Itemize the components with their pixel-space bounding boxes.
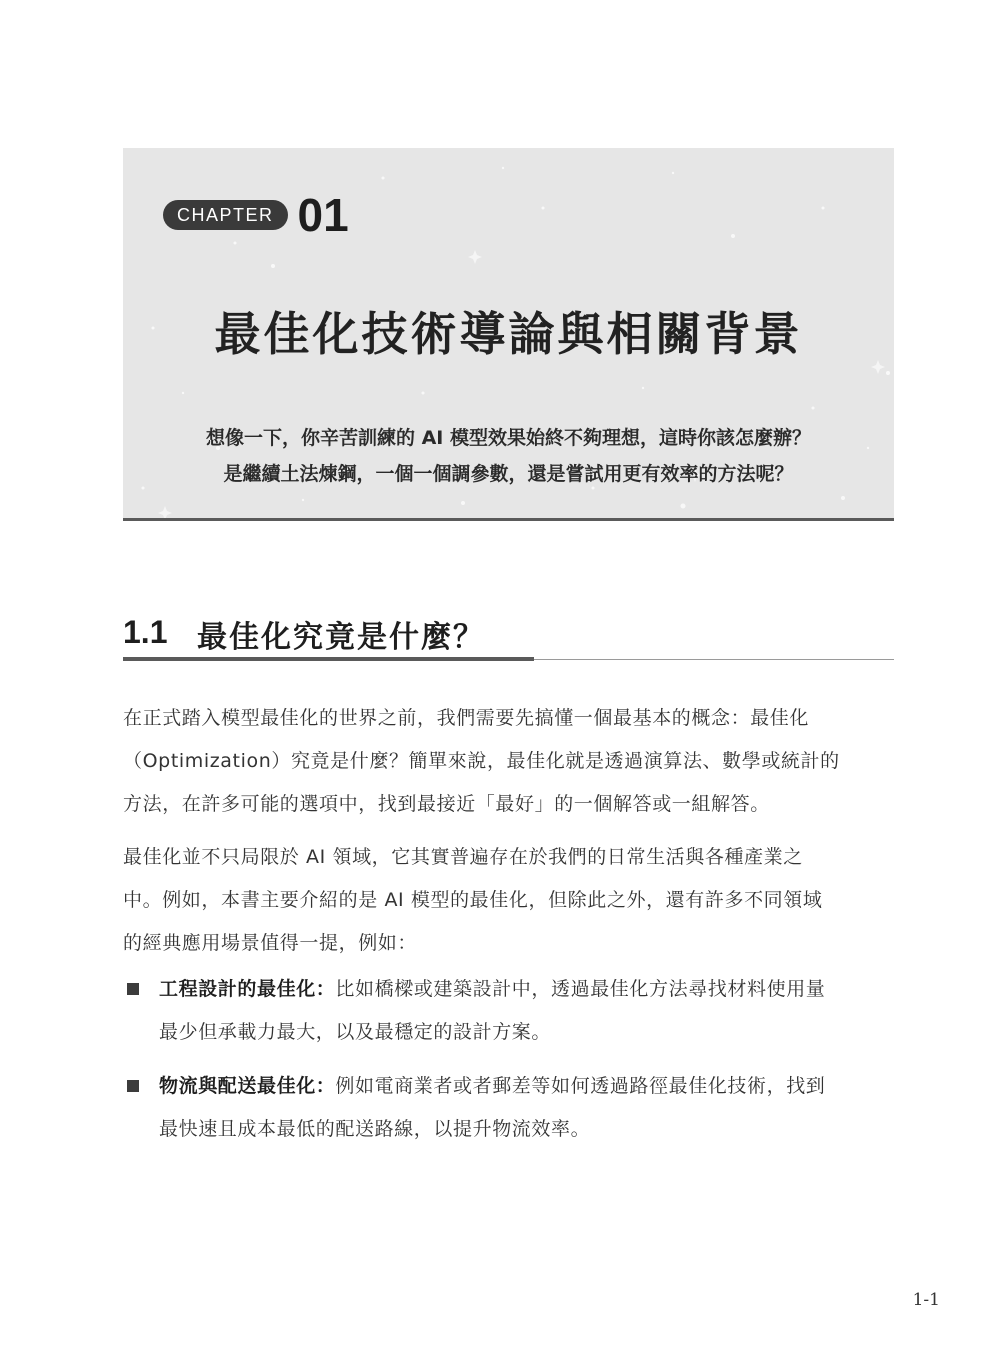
chapter-number: 01 <box>297 189 349 241</box>
paragraph-line: 最佳化並不只局限於 AI 領域，它其實普遍存在於我們的日常生活與各種產業之 <box>123 846 803 868</box>
page-number: 1-1 <box>912 1290 940 1310</box>
bullet-text: 比如橋樑或建築設計中，透過最佳化方法尋找材料使用量 <box>335 978 826 1000</box>
chapter-title: 最佳化技術導論與相關背景 <box>214 307 803 361</box>
paragraph-line: （Optimization）究竟是什麼？簡單來說，最佳化就是透過演算法、數學或統計的 <box>123 750 840 772</box>
chapter-label-row <box>163 190 349 240</box>
section-divider <box>534 659 894 660</box>
chapter-intro <box>123 420 894 492</box>
chapter-intro-line: 是繼續土法煉鋼，一個一個調參數，還是嘗試用更有效率的方法呢？ <box>223 463 794 485</box>
bullet-square-icon <box>127 983 139 995</box>
bullet-line: 最少但承載力最大，以及最穩定的設計方案。 <box>159 1021 552 1043</box>
bullet-item <box>123 968 898 1054</box>
paragraph-line: 中。例如，本書主要介紹的是 AI 模型的最佳化，但除此之外，還有許多不同領域 <box>123 889 823 911</box>
paragraph-line: 的經典應用場景值得一提，例如： <box>123 932 418 954</box>
bullet-line <box>159 968 898 1011</box>
section-heading <box>123 608 894 662</box>
chapter-intro-line: 想像一下，你辛苦訓練的 AI 模型效果始終不夠理想，這時你該怎麼辦？ <box>205 427 811 449</box>
bullet-term: 工程設計的最佳化： <box>159 978 336 1000</box>
section-title: 最佳化究竟是什麼？ <box>197 620 485 655</box>
section-number: 1.1 <box>123 614 168 650</box>
chapter-badge: CHAPTER <box>163 200 288 230</box>
bullet-text: 例如電商業者或者郵差等如何透過路徑最佳化技術，找到 <box>335 1075 826 1097</box>
paragraph <box>123 836 898 965</box>
bullet-line: 最快速且成本最低的配送路線，以提升物流效率。 <box>159 1118 591 1140</box>
paragraph-line: 在正式踏入模型最佳化的世界之前，我們需要先搞懂一個最基本的概念：最佳化 <box>123 707 810 729</box>
bullet-square-icon <box>127 1080 139 1092</box>
paragraph-line: 方法，在許多可能的選項中，找到最接近「最好」的一個解答或一組解答。 <box>123 793 770 815</box>
bullet-line <box>159 1065 898 1108</box>
chapter-header <box>123 148 894 521</box>
bullet-term: 物流與配送最佳化： <box>159 1075 336 1097</box>
section-underline <box>123 657 534 661</box>
paragraph <box>123 697 898 826</box>
bullet-item <box>123 1065 898 1151</box>
